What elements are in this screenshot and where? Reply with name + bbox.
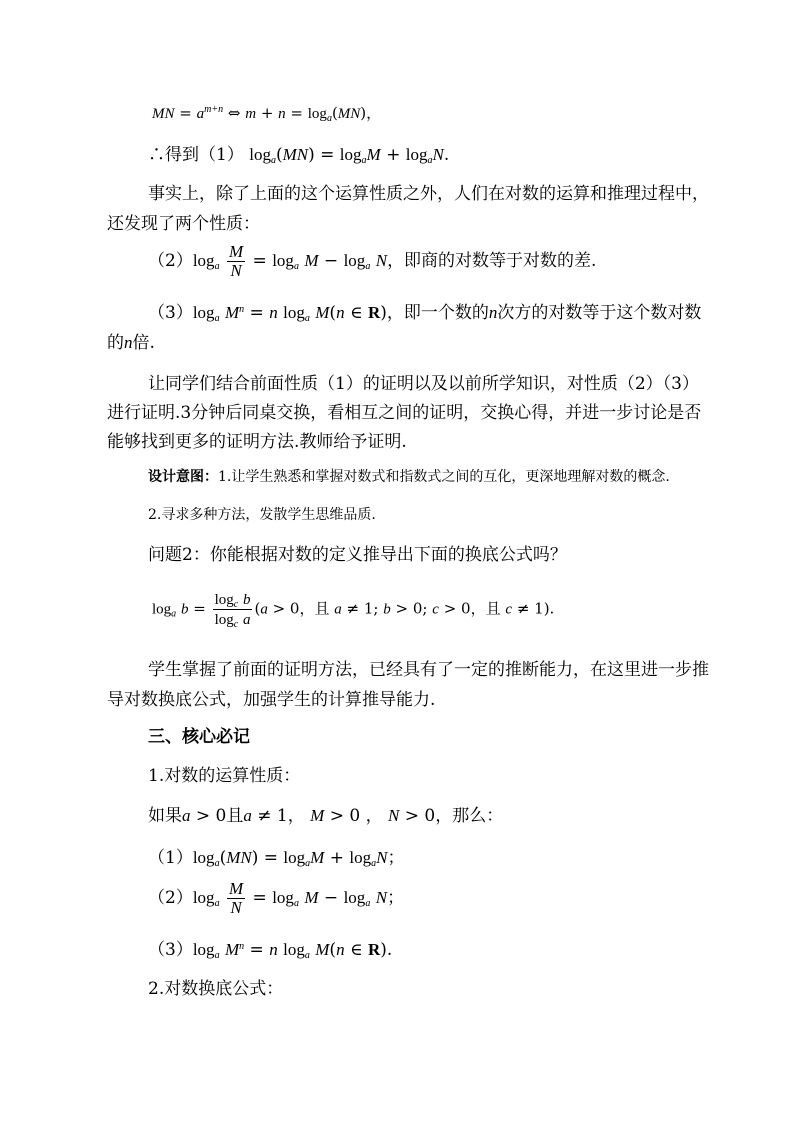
- paragraph-properties-l2: 还发现了两个性质：: [107, 214, 260, 234]
- paragraph-proof-l2: 进行证明.3分钟后同桌交换，看相互之间的证明，交换心得，并进一步讨论是否: [107, 403, 702, 423]
- question-2: 问题2：你能根据对数的定义推导出下面的换底公式吗？: [148, 545, 567, 565]
- paragraph-proof-l3: 能够找到更多的证明方法.教师给予证明.: [107, 432, 407, 452]
- core-rule-1: $(1)\log_a(MN) = \log_aM + \log_aN$；: [148, 848, 405, 869]
- section-title: 三、核心必记: [148, 727, 250, 747]
- core-rule-3: $(3)\log_a$ $M^n = n$ $\log_a M(n$ ∈ R).: [148, 940, 393, 961]
- paragraph-ability-l1: 学生掌握了前面的证明方法，已经具有了一定的推断能力，在这里进一步推: [148, 660, 709, 680]
- design-intent-1: 设计意图：1.让学生熟悉和掌握对数式和指数式之间的互化，更深地理解对数的概念.: [148, 469, 670, 485]
- paragraph-ability-l2: 导对数换底公式，加强学生的计算推导能力.: [107, 690, 436, 710]
- paragraph-proof-l1: 让同学们结合前面性质（1）的证明以及以前所学知识，对性质（2）（3）: [148, 374, 699, 394]
- property-3: $(3)\log_a$ $M^n = n$ $\log_a M(n$ ∈ R)，即一个数的n次方的对数等于这个数对数: [148, 303, 702, 324]
- property-1-result: ∴得到（1） $\log_a(MN) = \log_aM + \log_aN$.: [148, 145, 450, 166]
- design-intent-2: 2.寻求多种方法，发散学生思维品质.: [148, 507, 376, 523]
- core-item-1: 1.对数的运算性质：: [148, 766, 301, 786]
- change-of-base-formula: $\log_a b$ = $\frac{\log_c b}{\log_c a}$ (a > 0，且 a ≠ 1; b > 0; c > 0，且 c ≠ 1).: [152, 592, 555, 630]
- property-2: $(2)\log_a$ $\frac{M}{N}$ = $\log_a M - \log_a N$，即商的对数等于对数的差.: [148, 242, 597, 280]
- design-intent-label: 设计意图：: [148, 469, 218, 485]
- paragraph-properties-l1: 事实上，除了上面的这个运算性质之外，人们在对数的运算和推理过程中，: [148, 184, 709, 204]
- property-3-cont: 的n倍.: [107, 333, 155, 353]
- core-item-2: 2.对数换底公式：: [148, 979, 284, 999]
- core-rule-2: $(2)\log_a$ $\frac{M}{N}$ = $\log_a M - \log_a N$；: [148, 879, 405, 917]
- equivalence-line: MN = $a^{m+n}$ ⇔ $m + n = \log_a(MN)$，: [152, 104, 382, 124]
- core-condition: 如果a > 0且a ≠ 1， M > 0 ， N > 0，那么：: [148, 806, 504, 826]
